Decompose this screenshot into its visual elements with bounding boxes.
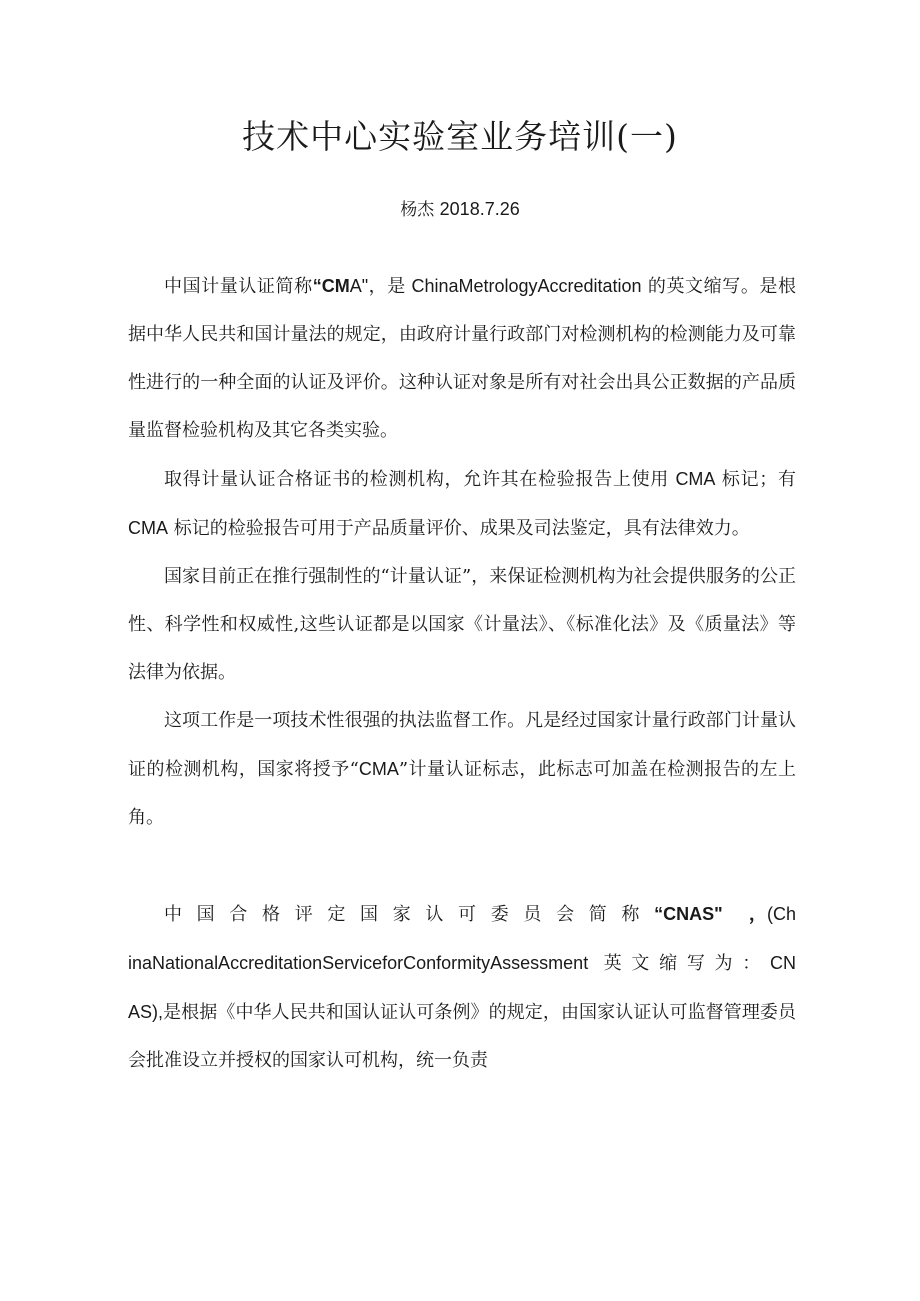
p5-text-e: 英文缩写为： <box>588 953 770 974</box>
p5-comma: ， <box>748 904 767 924</box>
p5-text-g: 是根据《中华人民共和国认证认可条例》的规定，由国家认证认可监督管理委员会批准设立并授权的国家认可机构，统一负责 <box>128 1002 796 1071</box>
document-date: 2018.7.26 <box>439 199 520 219</box>
paragraph-cnas-intro <box>128 890 796 1085</box>
p1-text-a: 中国计量认证简称 <box>164 276 313 297</box>
p5-english-name: (ChinaNationalAccreditationServiceforConformityAssessment <box>128 904 797 973</box>
p4-text-a: 这项工作是一项技术性很强的执法监督工作。凡是经过国家计量行政部门计量认证的检测机构，国家将授予“ <box>128 710 796 780</box>
paragraph-mandatory-certification: 国家目前正在推行强制性的“计量认证”，来保证检测机构为社会提供服务的公正性、科学性和权威性,这些认证都是以国家《计量法》、《标准化法》及《质量法》等法律为依据。 <box>128 566 796 683</box>
paragraph-cma-intro <box>128 262 796 455</box>
p2-text-e: 标记的检验报告可用于产品质量评价、成果及司法鉴定，具有法律效力。 <box>168 518 750 539</box>
p2-text-a: 取得计量认证合格证书的检测机构，允许其在检验报告上使用 <box>164 469 676 490</box>
p5-text-a: 中国合格评定国家认可委员会简称 <box>164 904 655 925</box>
p4-text-c: ”计量认证标志，此标志可加盖在检测报告的左上角。 <box>128 759 796 828</box>
p5-cnas-abbr: CNAS), <box>128 953 796 1022</box>
p2-text-c: 标记；有 <box>715 469 796 490</box>
paragraph-gap <box>128 842 796 890</box>
p2-cma-1: CMA <box>675 469 716 489</box>
document-body <box>128 262 796 1085</box>
paragraph-cma-mark <box>128 697 796 842</box>
author-name: 杨杰 <box>400 200 435 220</box>
p1-text-c: A"，是 <box>349 276 412 296</box>
author-line <box>0 196 920 223</box>
paragraph-cma-certificate <box>128 455 796 553</box>
p5-cnas-bold: “CNAS" <box>654 904 723 924</box>
p1-english-name: ChinaMetrologyAccreditation <box>411 276 642 296</box>
p1-text-e: 的英文缩写。是根据中华人民共和国计量法的规定，由政府计量行政部门对检测机构的检测能力及可靠性进行的一种全面的认证及评价。这种认证对象是所有对社会出具公正数据的产品质量监督检验机构及其它各类实验。 <box>128 276 796 441</box>
p4-cma: CMA <box>358 759 399 779</box>
document-title: 技术中心实验室业务培训(一) <box>242 117 678 156</box>
p2-cma-2: CMA <box>128 518 168 538</box>
p1-cma-bold: “CM <box>312 276 350 296</box>
